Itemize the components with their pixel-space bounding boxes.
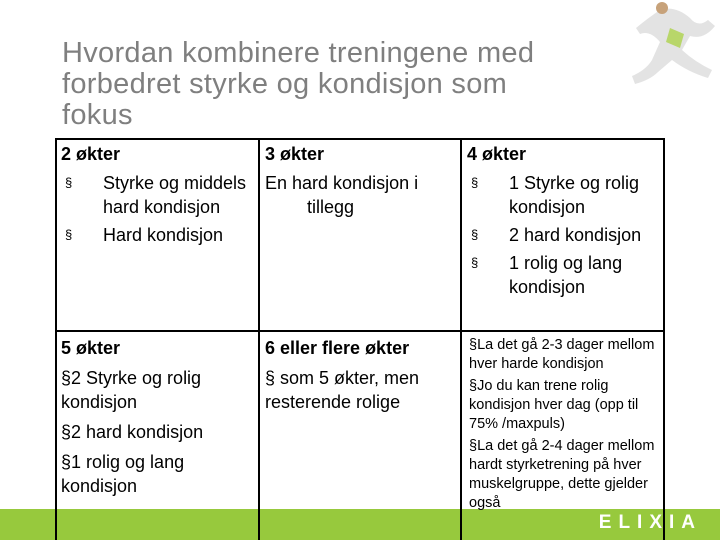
bullet-icon: § [65,175,73,190]
note-text: §La det gå 2-3 dager mellom hver harde kondisjon [469,337,655,372]
table-col-divider [460,138,462,540]
bullet-icon: § [471,175,479,190]
cell-text: En hard kondisjon i [265,173,419,193]
list-item [467,251,659,299]
table-col-divider [258,138,260,540]
list-item [61,223,253,247]
list-item [467,171,659,219]
title-line: fokus [62,99,133,131]
cell-2-sessions [61,142,253,247]
slide-title [62,38,622,131]
title-line: Hvordan kombinere treningene med [62,37,535,69]
brand-logo: ELIXIA [598,512,702,533]
list-item-text: Hard kondisjon [103,225,224,245]
bullet-icon: § [65,227,73,242]
table-row-divider [55,330,665,332]
bullet-icon: § [471,255,479,270]
cell-header: 6 eller flere økter [265,338,410,358]
note-text: §La det gå 2-4 dager mellom hardt styrketrening på hver muskelgruppe, dette gjelder også [469,438,655,511]
list-item-text: 2 hard kondisjon [509,225,642,245]
table-border-top [55,138,665,140]
cell-text: §2 Styrke og rolig kondisjon [61,368,202,412]
cell-text: tillegg [307,197,355,217]
cell-4-sessions [467,142,659,299]
list-item [467,223,659,247]
list-item-text: 1 Styrke og rolig kondisjon [509,173,640,217]
cell-3-sessions [265,142,453,219]
table-border-left [55,138,57,540]
cell-6-plus-sessions [265,336,455,414]
table-border-right [663,138,665,540]
cell-5-sessions [61,336,253,498]
bullet-icon: § [471,227,479,242]
title-line: forbedret styrke og kondisjon som [62,68,508,100]
cell-header: 2 økter [61,144,121,164]
cell-text: §2 hard kondisjon [61,422,204,442]
list-item-text: Styrke og middels hard kondisjon [103,173,247,217]
cell-header: 4 økter [467,144,527,164]
training-table [55,138,665,540]
cell-header: 3 økter [265,144,325,164]
cell-text: § som 5 økter, men resterende rolige [265,368,420,412]
cell-notes [469,336,659,513]
list-item [61,171,253,219]
cell-header: 5 økter [61,338,121,358]
note-text: §Jo du kan trene rolig kondisjon hver dag (opp til 75% /maxpuls) [469,378,639,432]
list-item-text: 1 rolig og lang kondisjon [509,253,623,297]
cell-text: §1 rolig og lang kondisjon [61,452,185,496]
